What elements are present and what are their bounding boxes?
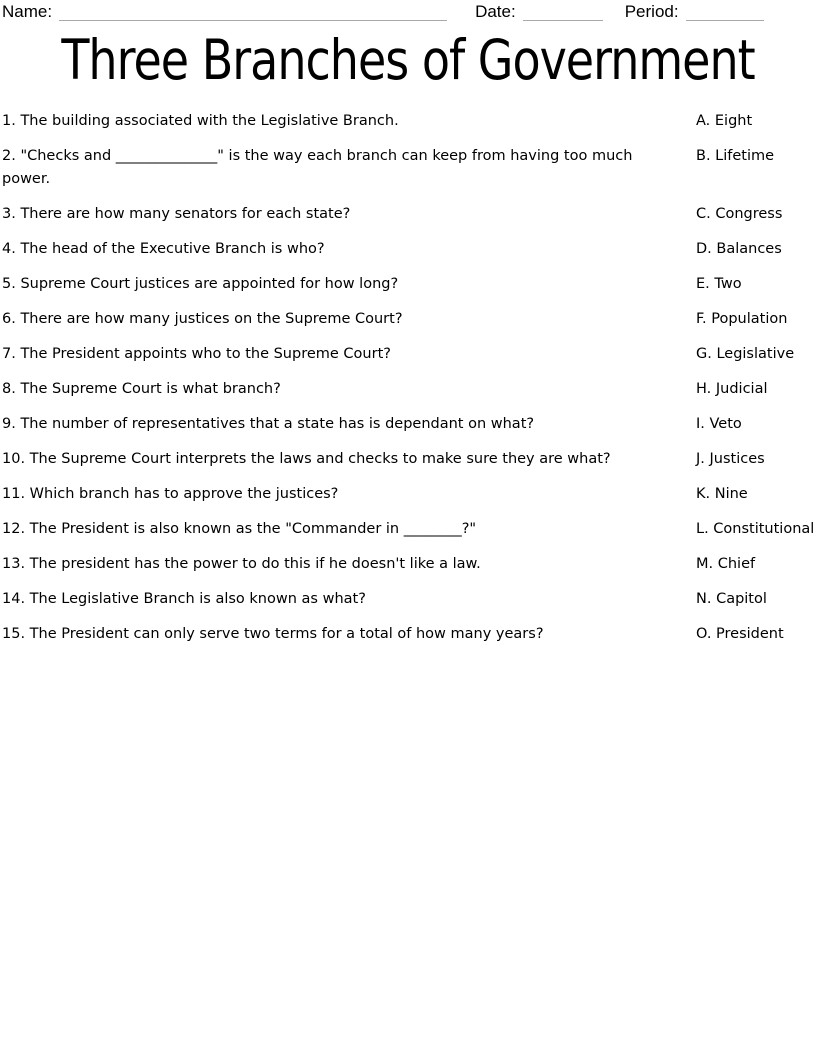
worksheet-title: Three Branches of Government bbox=[61, 27, 755, 93]
question-text: 12. The President is also known as the "Commander in ________?" bbox=[2, 521, 477, 537]
answer-option: J. Justices bbox=[696, 451, 765, 467]
matching-row bbox=[2, 483, 816, 506]
period-label: Period: bbox=[624, 2, 679, 21]
question-text: 6. There are how many justices on the Supreme Court? bbox=[2, 311, 403, 327]
answer-option: G. Legislative bbox=[696, 346, 795, 362]
matching-row bbox=[2, 203, 816, 226]
question-text: 10. The Supreme Court interprets the laws and checks to make sure they are what? bbox=[2, 451, 611, 467]
matching-row bbox=[2, 343, 816, 366]
question-text: 2. "Checks and ______________" is the way each branch can keep from having too much power. bbox=[2, 148, 633, 187]
answer-option: N. Capitol bbox=[696, 591, 767, 607]
question-text: 8. The Supreme Court is what branch? bbox=[2, 381, 281, 397]
matching-row bbox=[2, 238, 816, 261]
period-blank-line bbox=[686, 5, 764, 21]
answer-option: F. Population bbox=[696, 311, 788, 327]
worksheet-header bbox=[0, 0, 816, 21]
question-text: 14. The Legislative Branch is also known as what? bbox=[2, 591, 366, 607]
matching-row bbox=[2, 553, 816, 576]
matching-row bbox=[2, 413, 816, 436]
question-text: 15. The President can only serve two terms for a total of how many years? bbox=[2, 626, 544, 642]
matching-row bbox=[2, 518, 816, 541]
matching-row bbox=[2, 273, 816, 296]
question-text: 1. The building associated with the Legislative Branch. bbox=[2, 113, 399, 129]
answer-option: H. Judicial bbox=[696, 381, 768, 397]
matching-row bbox=[2, 308, 816, 331]
question-text: 7. The President appoints who to the Supreme Court? bbox=[2, 346, 391, 362]
matching-row bbox=[2, 588, 816, 611]
matching-row bbox=[2, 448, 816, 471]
answer-option: B. Lifetime bbox=[696, 148, 775, 164]
answer-option: I. Veto bbox=[696, 416, 742, 432]
answer-option: A. Eight bbox=[696, 113, 753, 129]
answer-option: L. Constitutional bbox=[696, 521, 815, 537]
matching-row bbox=[2, 145, 816, 191]
date-blank-line bbox=[523, 5, 603, 21]
matching-row bbox=[2, 378, 816, 401]
question-text: 9. The number of representatives that a state has is dependant on what? bbox=[2, 416, 535, 432]
question-text: 3. There are how many senators for each state? bbox=[2, 206, 351, 222]
matching-list bbox=[0, 110, 816, 646]
question-text: 11. Which branch has to approve the justices? bbox=[2, 486, 339, 502]
answer-option: E. Two bbox=[696, 276, 742, 292]
question-text: 4. The head of the Executive Branch is who? bbox=[2, 241, 325, 257]
question-text: 5. Supreme Court justices are appointed for how long? bbox=[2, 276, 399, 292]
date-label: Date: bbox=[475, 2, 516, 21]
name-blank-line bbox=[59, 5, 447, 21]
name-label: Name: bbox=[2, 2, 53, 21]
question-text: 13. The president has the power to do this if he doesn't like a law. bbox=[2, 556, 481, 572]
answer-option: O. President bbox=[696, 626, 784, 642]
answer-option: K. Nine bbox=[696, 486, 748, 502]
answer-option: C. Congress bbox=[696, 206, 783, 222]
matching-row bbox=[2, 623, 816, 646]
matching-row bbox=[2, 110, 816, 133]
answer-option: D. Balances bbox=[696, 241, 782, 257]
answer-option: M. Chief bbox=[696, 556, 756, 572]
